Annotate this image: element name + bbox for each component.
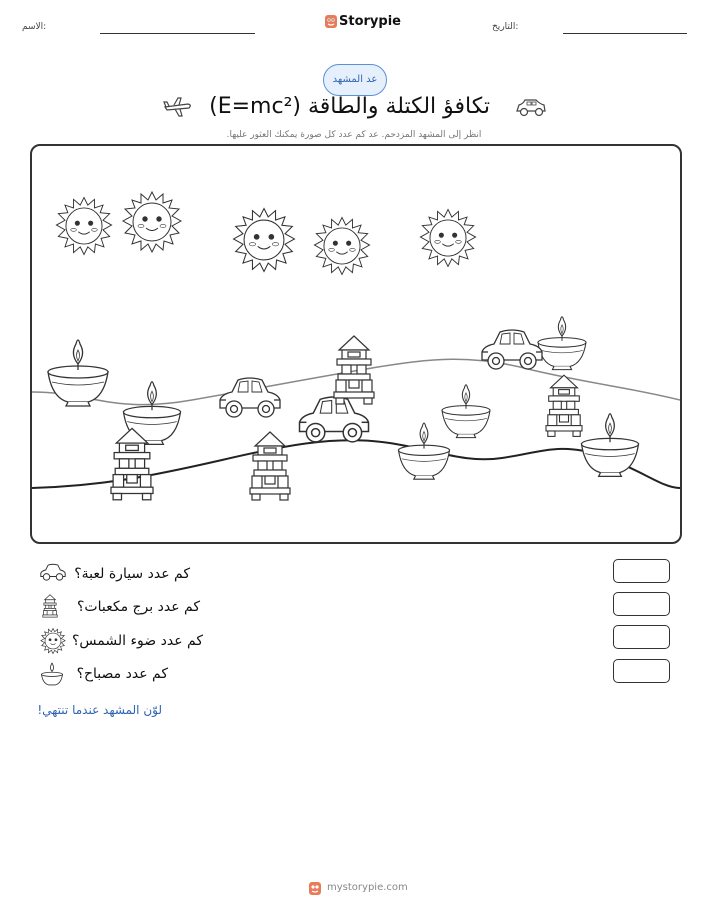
- car-icon: [300, 397, 369, 442]
- footer-logo: [308, 880, 322, 900]
- sun-icon: [123, 192, 181, 252]
- block-tower-icon: [546, 375, 582, 436]
- footer-url[interactable]: mystorypie.com: [327, 882, 408, 893]
- title-car-icon: [514, 95, 548, 123]
- color-note: لوّن المشهد عندما تنتهي!: [37, 703, 162, 717]
- storypie-footer-icon: [308, 880, 322, 896]
- question-text: كم عدد سيارة لعبة؟: [74, 566, 190, 582]
- question-text: كم عدد مصباح؟: [76, 666, 168, 682]
- car-icon: [482, 330, 542, 369]
- block-tower-icon: [40, 594, 60, 620]
- scene-illustration: [32, 146, 680, 542]
- answer-box-lamp[interactable]: [613, 659, 670, 683]
- sun-icon: [314, 218, 369, 275]
- answer-box-car[interactable]: [613, 559, 670, 583]
- sun-icon: [420, 210, 475, 267]
- question-text: كم عدد ضوء الشمس؟: [72, 633, 203, 649]
- instructions: انظر إلى المشهد المزدحم. عد كم عدد كل صورة يمكنك العثور عليها.: [226, 130, 482, 140]
- block-tower-icon: [250, 432, 290, 500]
- date-label: التاريخ:: [492, 22, 519, 32]
- counting-scene[interactable]: [30, 144, 682, 544]
- brand-name: Storypie: [339, 14, 401, 29]
- car-icon: [40, 562, 66, 582]
- sun-icon: [234, 209, 295, 272]
- answer-box-sun[interactable]: [613, 625, 670, 649]
- lamp-icon: [442, 385, 490, 438]
- name-label: الاسم:: [22, 22, 47, 32]
- lamp-icon: [538, 317, 586, 370]
- answer-box-tower[interactable]: [613, 592, 670, 616]
- date-field[interactable]: [563, 33, 687, 34]
- activity-badge: عد المشهد: [323, 64, 387, 96]
- name-field[interactable]: [100, 33, 255, 34]
- storypie-logo-icon: [324, 13, 338, 29]
- question-text: كم عدد برج مكعبات؟: [76, 599, 200, 615]
- sun-icon: [56, 198, 111, 255]
- page-title: تكافؤ الكتلة والطاقة (E=mc²): [209, 94, 490, 119]
- lamp-icon: [399, 423, 450, 479]
- block-tower-icon: [334, 336, 374, 404]
- storypie-logo: [324, 13, 338, 33]
- lamp-icon: [582, 414, 639, 477]
- lamp-icon: [48, 340, 108, 406]
- airplane-icon: [162, 95, 194, 123]
- lamp-icon: [40, 661, 64, 687]
- car-icon: [220, 378, 280, 417]
- sun-icon: [40, 628, 66, 654]
